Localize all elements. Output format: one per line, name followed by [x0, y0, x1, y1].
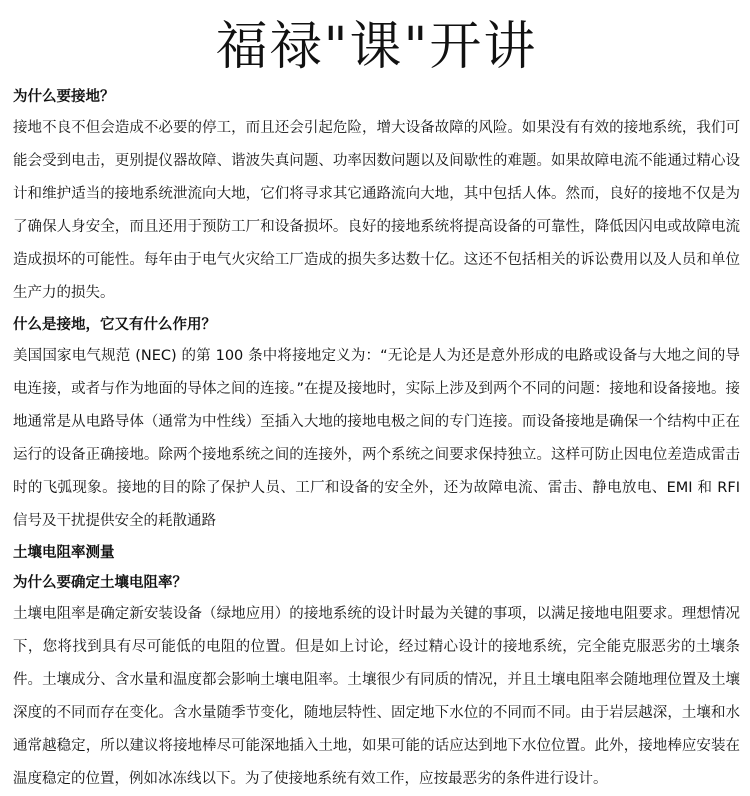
- section-heading-why-grounding: 为什么要接地？: [13, 89, 115, 105]
- section-body-what-is-grounding: 美国国家电气规范 (NEC) 的第 100 条中将接地定义为：“无论是人为还是意外形成的电路或设备与大地之间的导电连接，或者与作为地面的导体之间的连接。”在提及接地时，实际上涉及到两个不同的问题：接地和设备接地。接地通常是从电路导体（通常为中性线）至插入大地的接地电极之间的专门连接。而设备接地是确保一个结构中正在运行的设备正确接地。除两个接地系统之间的连接外，两个系统之间要求保持独立。这样可防止因电位差造成雷击时的飞弧现象。接地的目的除了保护人员、工厂和设备的安全外，还为故障电流、雷击、静电放电、EMI 和 RFI 信号及干扰提供安全的耗散通路: [13, 348, 740, 529]
- section-body-why-grounding: 接地不良不但会造成不必要的停工，而且还会引起危险，增大设备故障的风险。如果没有有效的接地系统，我们可能会受到电击，更别提仪器故障、谐波失真问题、功率因数问题以及间歇性的难题。如果故障电流不能通过精心设计和维护适当的接地系统泄流向大地，它们将寻求其它通路流向大地，其中包括人体。然而，良好的接地不仅是为了确保人身安全，而且还用于预防工厂和设备损坏。良好的接地系统将提高设备的可靠性，降低因闪电或故障电流造成损坏的可能性。每年由于电气火灾给工厂造成的损失多达数十亿。这还不包括相关的诉讼费用以及人员和单位生产力的损失。: [13, 120, 740, 301]
- section-heading-what-is-grounding: 什么是接地，它又有什么作用？: [13, 317, 216, 333]
- page-title: 福禄"课"开讲: [215, 17, 538, 77]
- subheading-why-soil-resistivity: 为什么要确定土壤电阻率？: [13, 575, 187, 591]
- section-body-soil-resistivity: 土壤电阻率是确定新安装设备（绿地应用）的接地系统的设计时最为关键的事项，以满足接地电阻要求。理想情况下，您将找到具有尽可能低的电阻的位置。但是如上讨论，经过精心设计的接地系统，完全能克服恶劣的土壤条件。土壤成分、含水量和温度都会影响土壤电阻率。土壤很少有同质的情况，并且土壤电阻率会随地理位置及土壤深度的不同而存在变化。含水量随季节变化，随地层特性、固定地下水位的不同而不同。由于岩层越深，土壤和水通常越稳定，所以建议将接地棒尽可能深地插入土地，如果可能的话应达到地下水位位置。此外，接地棒应安装在温度稳定的位置，例如冰冻线以下。为了使接地系统有效工作，应按最恶劣的条件进行设计。: [13, 606, 740, 787]
- section-heading-soil-resistivity: 土壤电阻率测量: [13, 545, 115, 561]
